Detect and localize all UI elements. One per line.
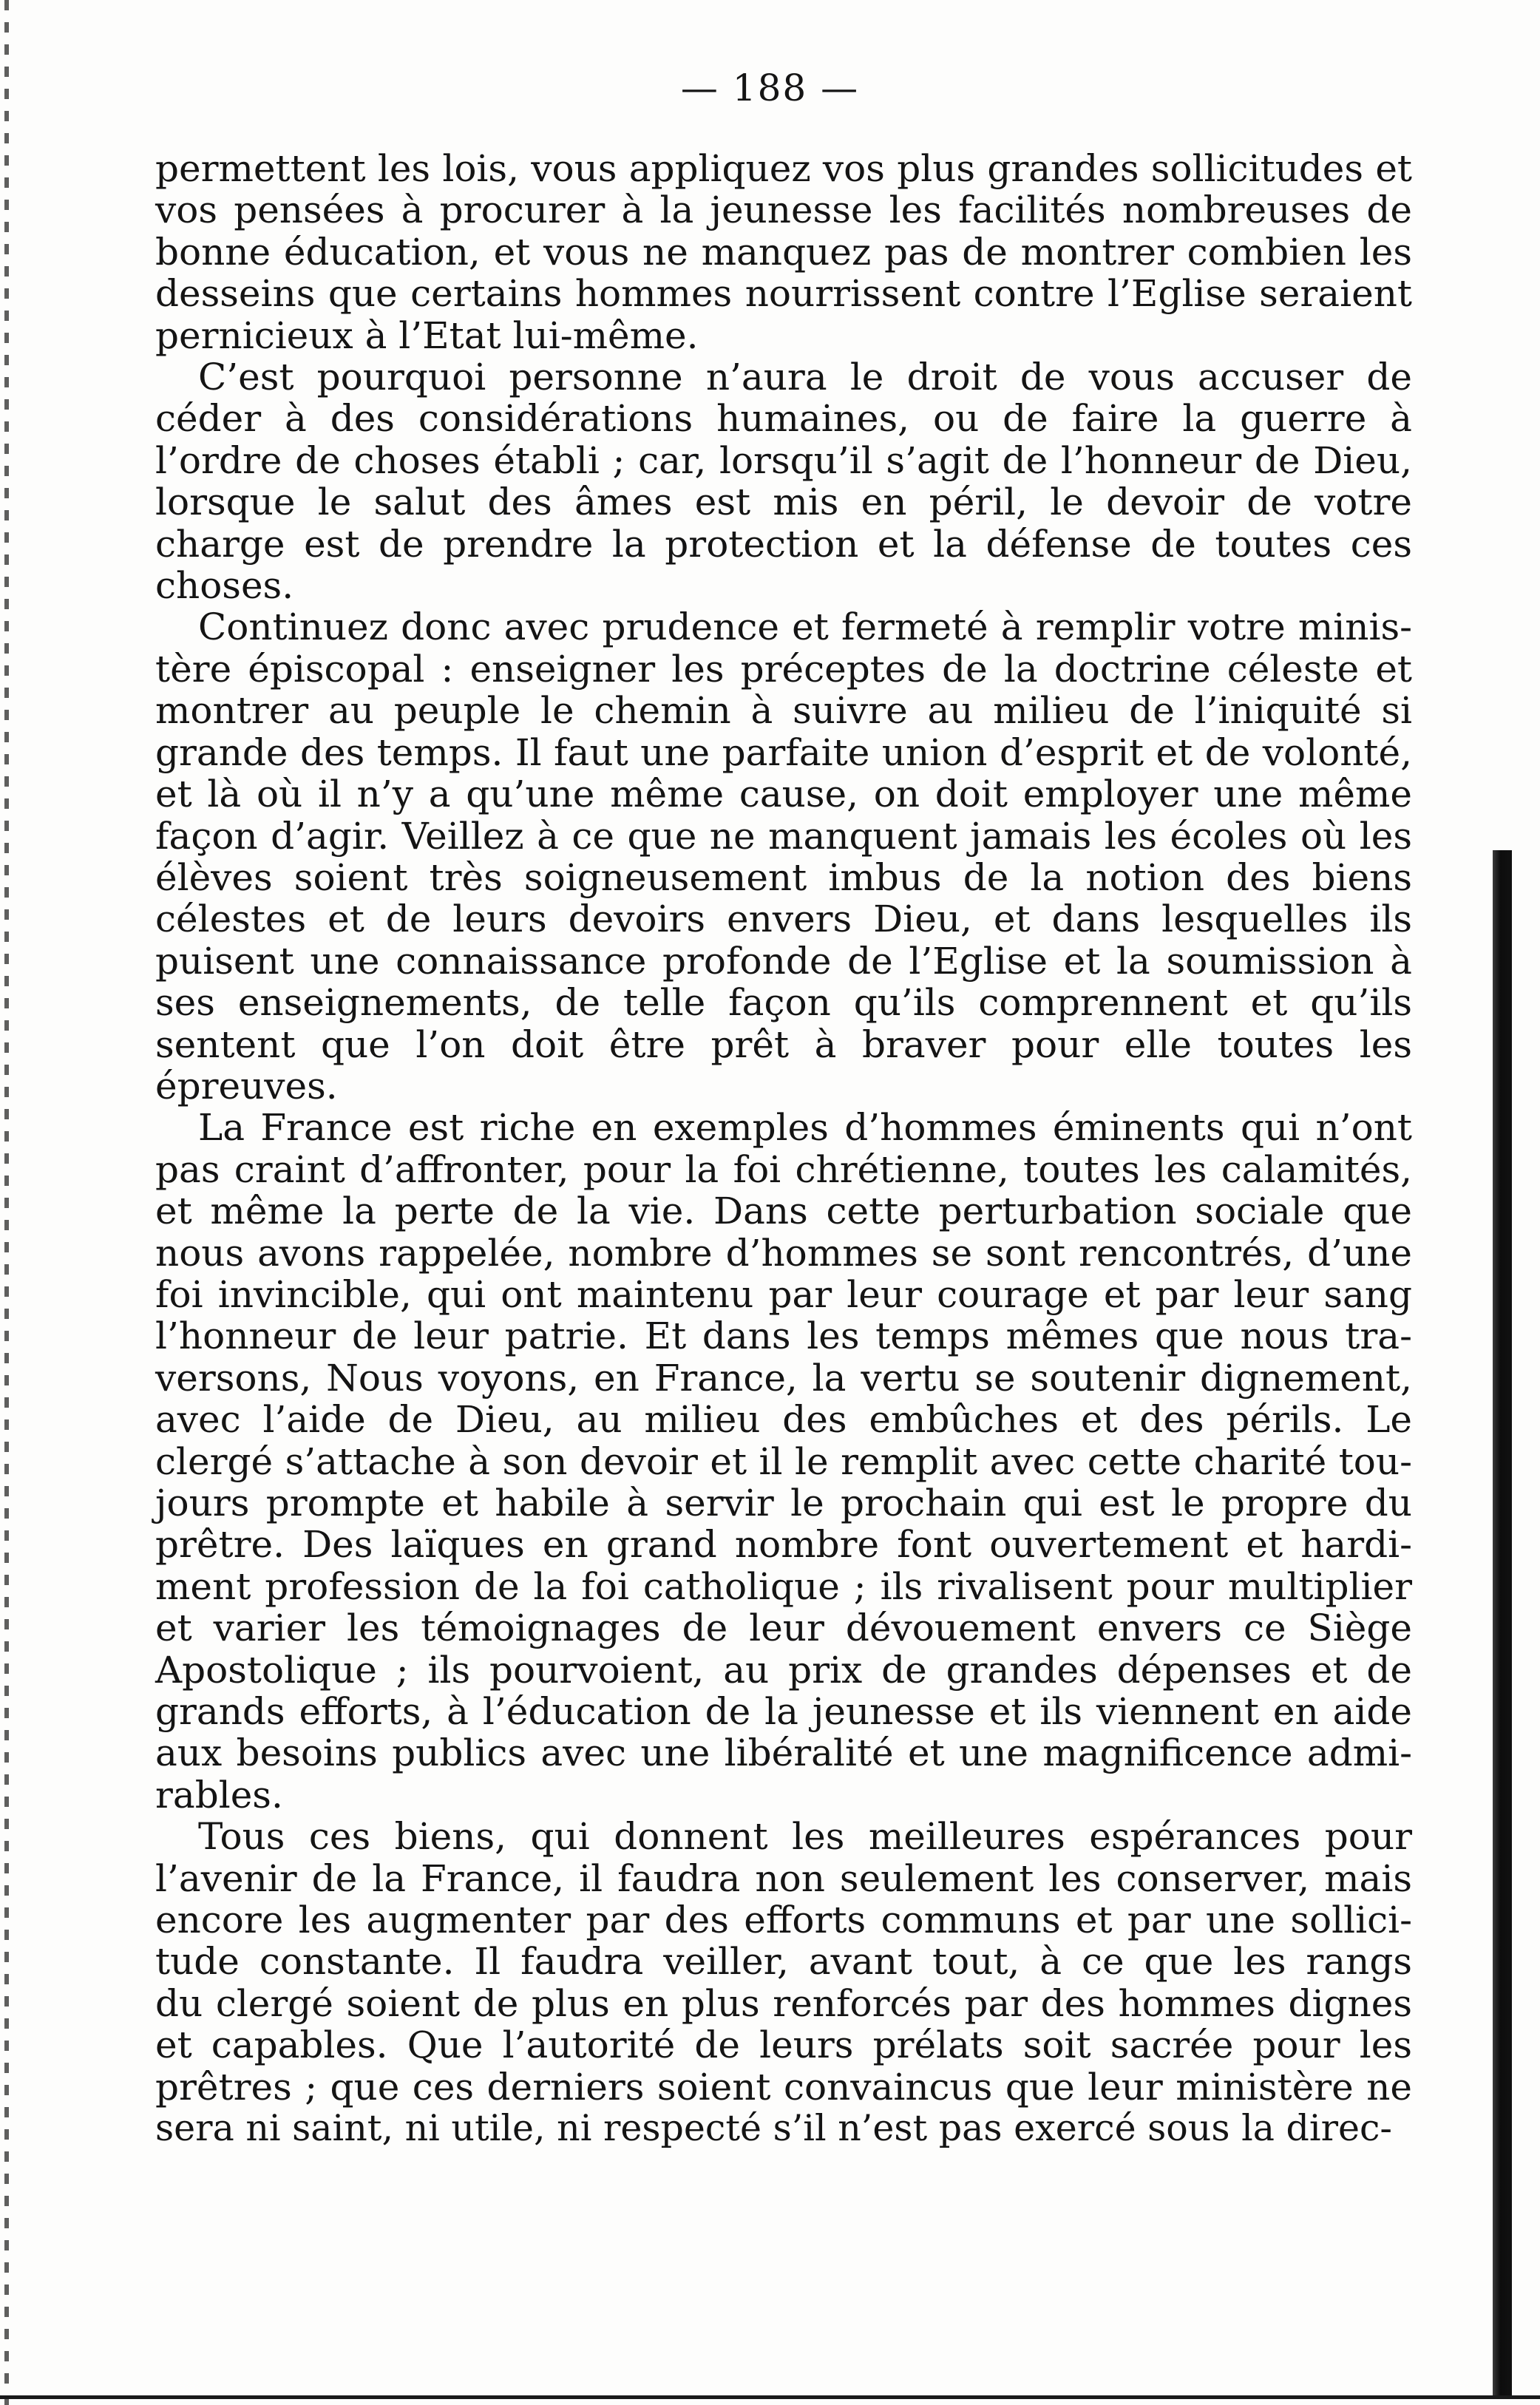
page-edge-bottom bbox=[0, 2395, 1540, 2399]
text-line: foi invincible, qui ont maintenu par leur courage et par leur sang bbox=[155, 1272, 1412, 1316]
text-line: La France est riche en exemples d’hommes éminents qui n’ont bbox=[198, 1106, 1412, 1150]
text-line: l’ordre de choses établi ; car, lorsqu’il s’agit de l’honneur de Dieu, bbox=[155, 438, 1412, 482]
text-line: façon d’agir. Veillez à ce que ne manquent jamais les écoles où les bbox=[155, 814, 1412, 858]
text-line: C’est pourquoi personne n’aura le droit de vous accuser de bbox=[198, 356, 1412, 399]
text-line: encore les augmenter par des efforts communs et par une sollici- bbox=[155, 1899, 1412, 1942]
text-line: ses enseignements, de telle façon qu’ils comprennent et qu’ils bbox=[155, 981, 1412, 1025]
text-line: vos pensées à procurer à la jeunesse les facilités nombreuses de bbox=[155, 189, 1412, 232]
paragraph bbox=[155, 1107, 1412, 1816]
text-line: tude constante. Il faudra veiller, avant tout, à ce que les rangs bbox=[155, 1940, 1412, 1984]
text-line: sentent que l’on doit être prêt à braver pour elle toutes les bbox=[155, 1022, 1412, 1066]
text-line: clergé s’attache à son devoir et il le remplit avec cette charité tou- bbox=[155, 1439, 1412, 1483]
text-line: lorsque le salut des âmes est mis en péril, le devoir de votre bbox=[155, 481, 1412, 524]
text-line: avec l’aide de Dieu, au milieu des embûches et des périls. Le bbox=[155, 1398, 1412, 1442]
text-line: versons, Nous voyons, en France, la vertu se soutenir dignement, bbox=[155, 1356, 1412, 1400]
text-line: l’honneur de leur patrie. Et dans les temps mêmes que nous tra- bbox=[155, 1315, 1412, 1358]
text-line: desseins que certains hommes nourrissent contre l’Eglise seraient bbox=[155, 272, 1412, 316]
text-line: céder à des considérations humaines, ou de faire la guerre à bbox=[155, 397, 1412, 441]
paragraph bbox=[155, 606, 1412, 1107]
text-line: jours prompte et habile à servir le prochain qui est le propre du bbox=[155, 1482, 1412, 1524]
text-line: sera ni saint, ni utile, ni respecté s’il n’est pas exercé sous la direc- bbox=[155, 2107, 1392, 2150]
text-line: et capables. Que l’autorité de leurs prélats soit sacrée pour les bbox=[155, 2024, 1412, 2067]
text-line: grande des temps. Il faut une parfaite union d’esprit et de volonté, bbox=[155, 730, 1412, 774]
text-line: l’avenir de la France, il faudra non seulement les conserver, mais bbox=[155, 1856, 1412, 1900]
text-line: aux besoins publics avec une libéralité et une magnificence admi- bbox=[155, 1731, 1412, 1775]
text-line: célestes et de leurs devoirs envers Dieu, et dans lesquelles ils bbox=[155, 898, 1412, 941]
body-text bbox=[155, 148, 1412, 2150]
text-line: et varier les témoignages de leur dévouement envers ce Siège bbox=[155, 1607, 1412, 1650]
text-line: nous avons rappelée, nombre d’hommes se sont rencontrés, d’une bbox=[155, 1231, 1412, 1275]
page-edge-left bbox=[4, 0, 9, 2405]
text-line: charge est de prendre la protection et la défense de toutes ces bbox=[155, 522, 1412, 566]
text-line: rables. bbox=[155, 1773, 283, 1817]
paragraph bbox=[155, 148, 1412, 356]
text-line: pernicieux à l’Etat lui-même. bbox=[155, 313, 699, 357]
text-line: montrer au peuple le chemin à suivre au milieu de l’iniquité si bbox=[155, 689, 1412, 733]
text-line: grands efforts, à l’éducation de la jeunesse et ils viennent en aide bbox=[155, 1690, 1412, 1734]
text-line: bonne éducation, et vous ne manquez pas de montrer combien les bbox=[155, 230, 1412, 274]
text-line: Apostolique ; ils pourvoient, au prix de grandes dépenses et de bbox=[155, 1648, 1412, 1692]
text-line: et là où il n’y a qu’une même cause, on doit employer une même bbox=[155, 773, 1412, 816]
text-line: élèves soient très soigneusement imbus de la notion des biens bbox=[155, 855, 1412, 899]
text-line: Tous ces biens, qui donnent les meilleures espérances pour bbox=[198, 1815, 1412, 1859]
text-line: prêtre. Des laïques en grand nombre font ouvertement et hardi- bbox=[155, 1523, 1412, 1567]
text-line: ment profession de la foi catholique ; ils rivalisent pour multiplier bbox=[155, 1564, 1412, 1608]
text-line: Continuez donc avec prudence et fermeté à remplir votre minis- bbox=[198, 606, 1412, 649]
text-line: tère épiscopal : enseigner les préceptes de la doctrine céleste et bbox=[155, 647, 1412, 691]
text-line: prêtres ; que ces derniers soient convaincus que leur ministère ne bbox=[155, 2065, 1412, 2109]
page-edge-right bbox=[1493, 850, 1512, 2395]
text-line: pas craint d’affronter, pour la foi chrétienne, toutes les calamités, bbox=[155, 1147, 1412, 1191]
text-line: et même la perte de la vie. Dans cette perturbation sociale que bbox=[155, 1190, 1412, 1233]
text-line: choses. bbox=[155, 564, 294, 608]
page-number: — 188 — bbox=[680, 67, 860, 109]
paragraph bbox=[155, 356, 1412, 606]
paragraph bbox=[155, 1816, 1412, 2149]
text-line: épreuves. bbox=[155, 1064, 338, 1107]
text-line: du clergé soient de plus en plus renforcés par des hommes dignes bbox=[155, 1981, 1412, 2025]
text-line: permettent les lois, vous appliquez vos plus grandes sollicitudes et bbox=[155, 147, 1412, 190]
text-line: puisent une connaissance profonde de l’Eglise et la soumission à bbox=[155, 939, 1412, 983]
